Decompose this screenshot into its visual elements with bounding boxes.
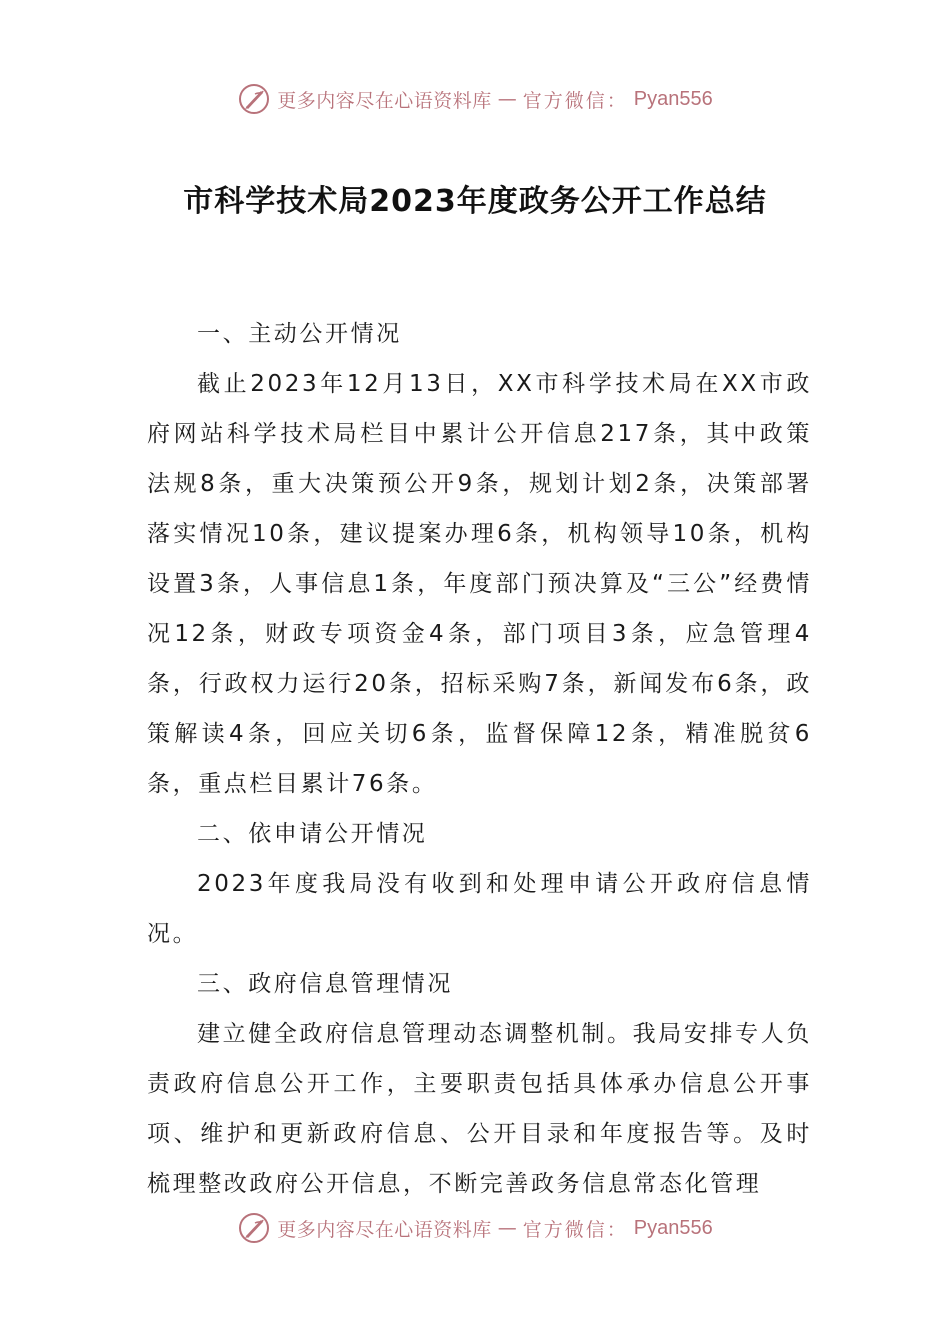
paragraph-information-management: 建立健全政府信息管理动态调整机制。我局安排专人负责政府信息公开工作，主要职责包括具体承办信息公开事项、维护和更新政府信息、公开目录和年度报告等。及时梳理整改政府公开信息，不断完善政务信息常态化管理 [147,1021,812,1197]
banner-wechat-id: Pyan556 [633,87,713,110]
banner-wechat-label: 官方微信： [522,1218,628,1241]
banner-text: 更多内容尽在心语资料库 [277,1218,492,1241]
banner-separator: — [497,1217,517,1239]
paragraph-application-disclosure: 2023年度我局没有收到和处理申请公开政府信息情况。 [147,871,812,947]
banner-wechat-id: Pyan556 [633,1216,713,1239]
section-heading-2: 二、依申请公开情况 [197,821,428,847]
section-heading-1: 一、主动公开情况 [197,321,402,347]
banner-separator: — [497,88,517,110]
document-title: 市科学技术局2023年度政务公开工作总结 [183,184,767,219]
paragraph-proactive-disclosure: 截止2023年12月13日，XX市科学技术局在XX市政府网站科学技术局栏目中累计公开信息217条，其中政策法规8条，重大决策预公开9条，规划计划2条，决策部署落实情况10条，建议提案办理6条，机构领导10条，机构设置3条，人事信息1条，年度部门预决算及“三公”经费情况12条，财政专项资金4条，部门项目3条，应急管理4条，行政权力运行20条，招标采购7条，新闻发布6条，政策解读4条，回应关切6条，监督保障12条，精准脱贫6条，重点栏目累计76条。 [147,371,812,797]
quill-logo-icon [237,1211,271,1245]
footer-watermark-banner [0,1211,950,1245]
header-watermark-banner [0,82,950,116]
banner-text: 更多内容尽在心语资料库 [277,89,492,112]
document-body [147,309,812,1209]
quill-logo-icon [237,82,271,116]
banner-wechat-label: 官方微信： [522,89,628,112]
section-heading-3: 三、政府信息管理情况 [197,971,453,997]
